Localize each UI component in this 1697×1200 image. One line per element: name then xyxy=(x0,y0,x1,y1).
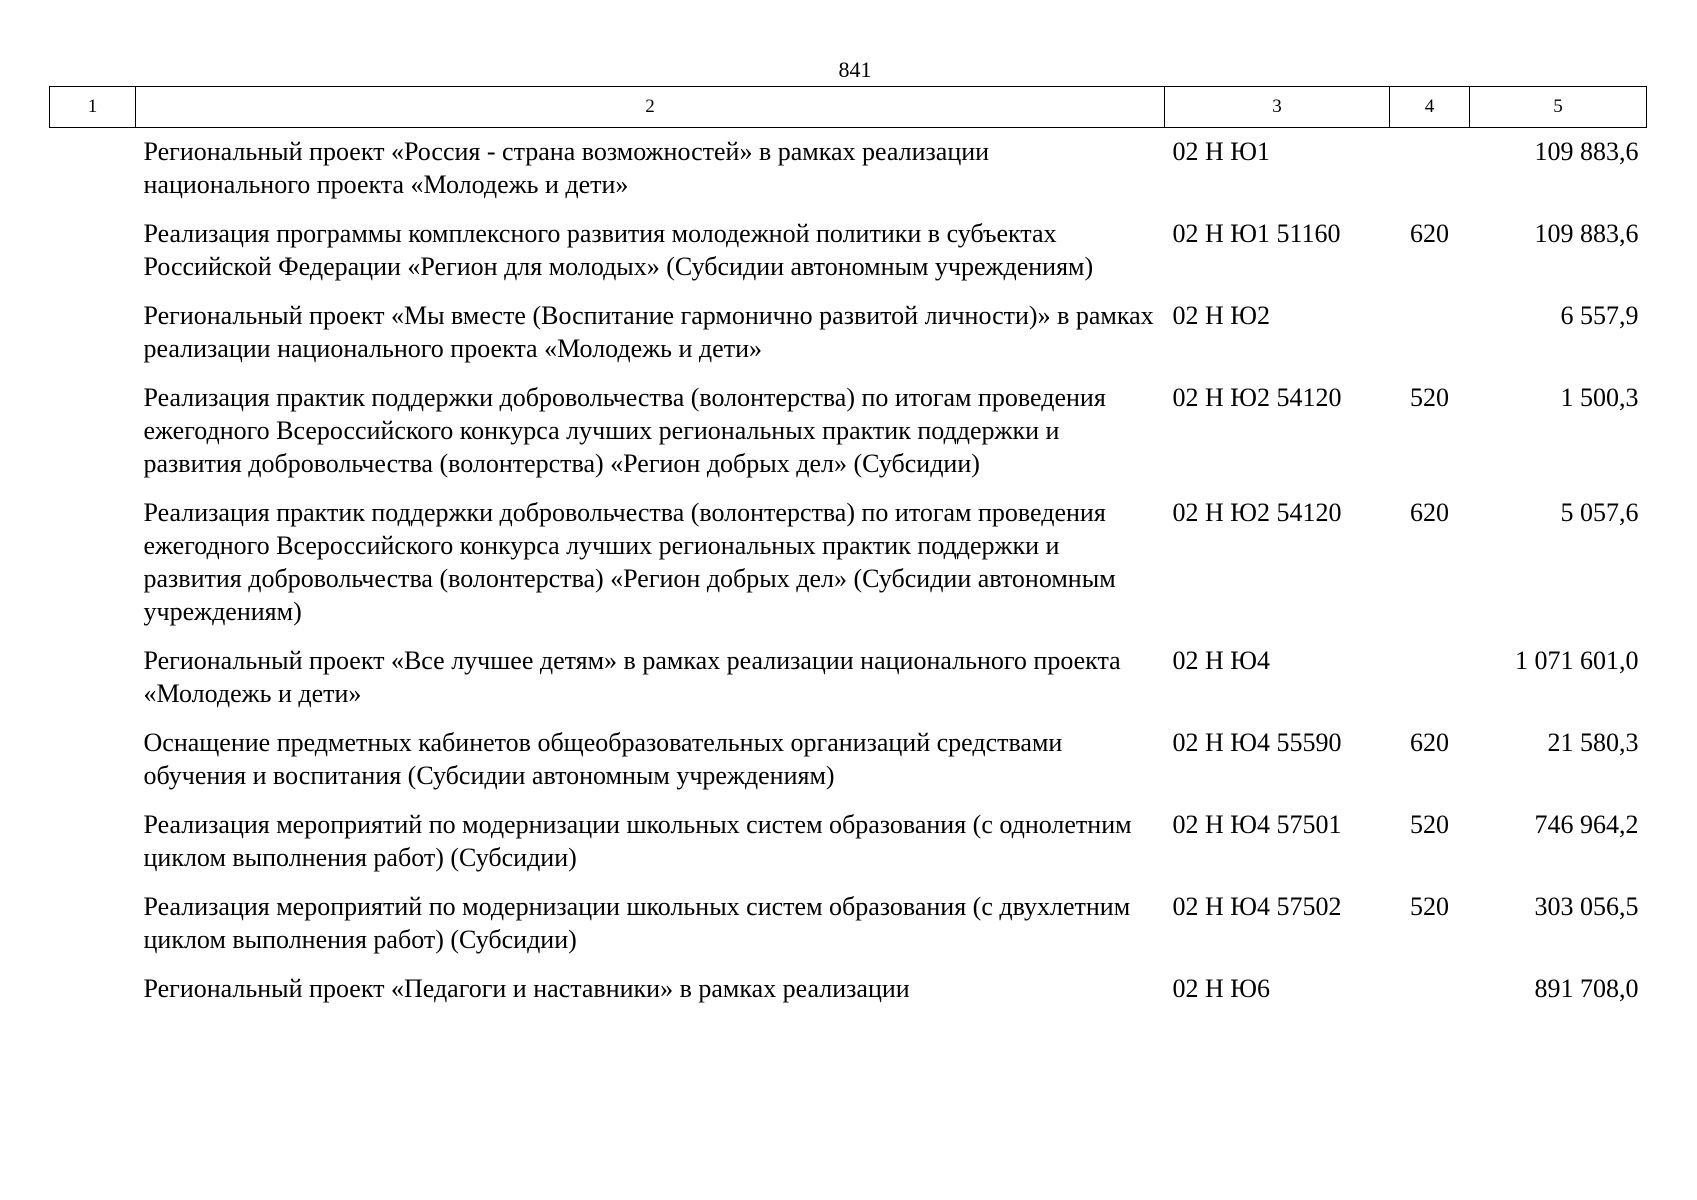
row-type: 620 xyxy=(1410,498,1449,527)
table-row xyxy=(50,890,1647,972)
row-code: 02 Н Ю1 xyxy=(1172,137,1270,166)
row-index-cell xyxy=(50,299,136,381)
row-code: 02 Н Ю4 57501 xyxy=(1172,810,1342,839)
row-name: Реализация практик поддержки добровольчества (волонтерства) по итогам проведения ежегодного Всероссийского конкурса лучших региональных практик поддержки и развития добровольчества (волонтерства) «Регион добрых дел» (Субсидии) xyxy=(143,383,1106,478)
row-code: 02 Н Ю4 55590 xyxy=(1172,728,1342,757)
budget-table xyxy=(49,86,1647,1021)
table-row xyxy=(50,381,1647,496)
row-type: 520 xyxy=(1410,892,1449,921)
row-amount: 746 964,2 xyxy=(1534,810,1639,839)
row-index-cell xyxy=(50,972,136,1021)
row-index-cell xyxy=(50,808,136,890)
row-name: Региональный проект «Мы вместе (Воспитание гармонично развитой личности)» в рамках реализации национального проекта «Молодежь и дети» xyxy=(143,301,1154,363)
row-amount: 891 708,0 xyxy=(1534,974,1639,1003)
table-row xyxy=(50,644,1647,726)
row-code: 02 Н Ю1 51160 xyxy=(1172,219,1341,248)
header-col-4: 4 xyxy=(1390,87,1470,128)
row-name: Реализация мероприятий по модернизации школьных систем образования (с двухлетним циклом выполнения работ) (Субсидии) xyxy=(143,892,1131,954)
row-amount: 1 500,3 xyxy=(1560,383,1639,412)
row-code: 02 Н Ю2 xyxy=(1172,301,1270,330)
row-name: Реализация практик поддержки добровольчества (волонтерства) по итогам проведения ежегодного Всероссийского конкурса лучших региональных практик поддержки и развития добровольчества (волонтерства) «Регион добрых дел» (Субсидии автономным учреждениям) xyxy=(143,498,1116,626)
row-type xyxy=(1390,128,1470,218)
row-index-cell xyxy=(50,217,136,299)
row-amount: 1 071 601,0 xyxy=(1515,646,1639,675)
row-type: 620 xyxy=(1410,219,1449,248)
row-type xyxy=(1390,972,1470,1021)
row-code: 02 Н Ю6 xyxy=(1172,974,1270,1003)
row-name: Реализация программы комплексного развития молодежной политики в субъектах Российской Федерации «Регион для молодых» (Субсидии автономным учреждениям) xyxy=(143,219,1094,281)
row-amount: 21 580,3 xyxy=(1547,728,1639,757)
row-type xyxy=(1390,299,1470,381)
row-code: 02 Н Ю4 57502 xyxy=(1172,892,1342,921)
row-name: Региональный проект «Педагоги и наставники» в рамках реализации xyxy=(143,974,910,1003)
table-header xyxy=(50,87,1647,128)
row-index-cell xyxy=(50,381,136,496)
row-index-cell xyxy=(50,496,136,644)
row-code: 02 Н Ю4 xyxy=(1172,646,1270,675)
row-name: Региональный проект «Россия - страна возможностей» в рамках реализации национального проекта «Молодежь и дети» xyxy=(143,137,990,199)
table-row xyxy=(50,496,1647,644)
table-row xyxy=(50,726,1647,808)
row-type xyxy=(1390,644,1470,726)
table-row xyxy=(50,299,1647,381)
row-index-cell xyxy=(50,726,136,808)
row-amount: 5 057,6 xyxy=(1560,498,1639,527)
header-col-1: 1 xyxy=(50,87,136,128)
table-row xyxy=(50,217,1647,299)
header-col-5: 5 xyxy=(1470,87,1647,128)
row-amount: 6 557,9 xyxy=(1560,301,1639,330)
table-row xyxy=(50,128,1647,218)
header-col-3: 3 xyxy=(1165,87,1390,128)
row-amount: 109 883,6 xyxy=(1534,137,1639,166)
row-index-cell xyxy=(50,128,136,218)
table-body xyxy=(50,128,1647,1022)
row-index-cell xyxy=(50,644,136,726)
row-type: 620 xyxy=(1410,728,1449,757)
row-amount: 303 056,5 xyxy=(1534,892,1639,921)
row-code: 02 Н Ю2 54120 xyxy=(1172,383,1342,412)
row-type: 520 xyxy=(1410,810,1449,839)
header-row xyxy=(50,87,1647,128)
page-number: 841 xyxy=(838,57,872,82)
row-code: 02 Н Ю2 54120 xyxy=(1172,498,1342,527)
table-row xyxy=(50,808,1647,890)
row-name: Оснащение предметных кабинетов общеобразовательных организаций средствами обучения и воспитания (Субсидии автономным учреждениям) xyxy=(143,728,1063,790)
table-row xyxy=(50,972,1647,1021)
row-name: Реализация мероприятий по модернизации школьных систем образования (с однолетним циклом выполнения работ) (Субсидии) xyxy=(143,810,1132,872)
row-name: Региональный проект «Все лучшее детям» в рамках реализации национального проекта «Молодежь и дети» xyxy=(143,646,1121,708)
row-type: 520 xyxy=(1410,383,1449,412)
row-amount: 109 883,6 xyxy=(1534,219,1639,248)
row-index-cell xyxy=(50,890,136,972)
header-col-2: 2 xyxy=(136,87,1165,128)
